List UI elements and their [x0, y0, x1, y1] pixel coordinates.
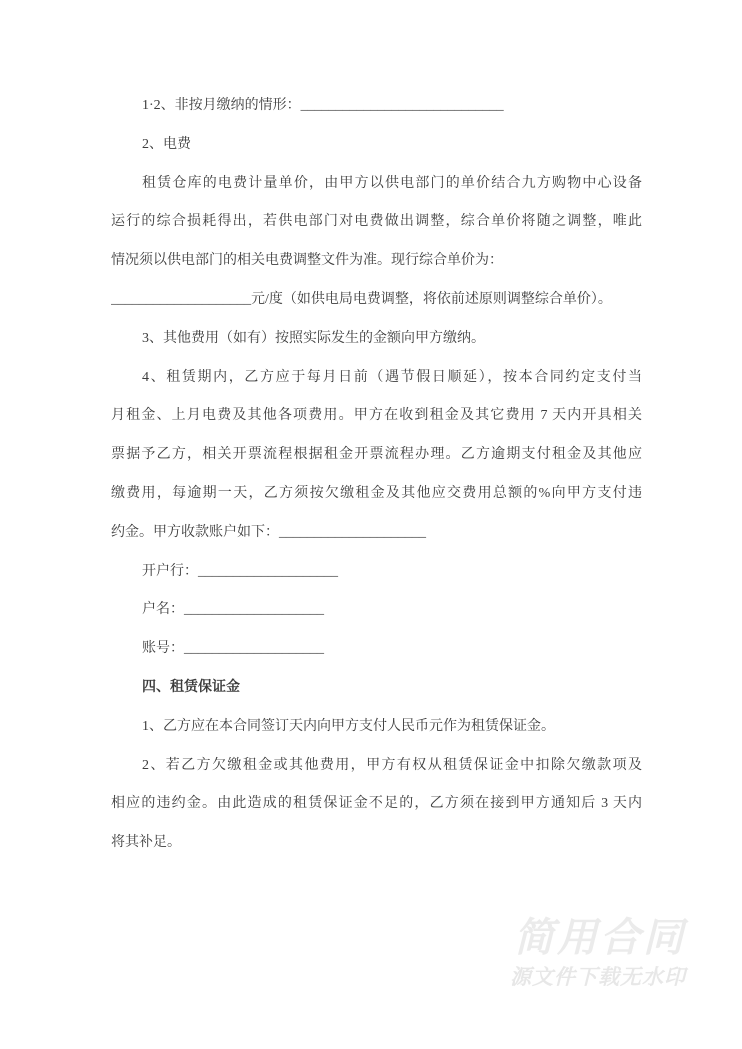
clause-payment-terms-line-3: 票据予乙方，相关开票流程根据租金开票流程办理。乙方逾期支付租金及其他应	[111, 447, 642, 463]
deposit-clause-1-line: 1、乙方应在本合同签订天内向甲方支付人民币元作为租赁保证金。	[142, 718, 555, 734]
section-heading-deposit: 四、租赁保证金	[142, 679, 240, 695]
clause-payment-terms-line-1: 4、租赁期内，乙方应于每月日前（遇节假日顺延），按本合同约定支付当	[142, 369, 642, 385]
payment-account-blank-line: 约金。甲方收款账户如下：_____________________	[111, 524, 426, 540]
deposit-clause-2-line-2: 相应的违约金。由此造成的租赁保证金不足的，乙方须在接到甲方通知后 3 天内	[111, 796, 642, 812]
deposit-clause-2-line-3: 将其补足。	[111, 835, 181, 851]
account-name-blank-line: 户名：____________________	[142, 602, 324, 618]
watermark	[510, 914, 686, 991]
account-number-blank-line: 账号：____________________	[142, 641, 324, 657]
clause-electricity-line-3: 情况须以供电部门的相关电费调整文件为准。现行综合单价为：	[111, 253, 503, 269]
clause-non-monthly-payment-line: 1·2、非按月缴纳的情形：_____________________________	[142, 98, 504, 113]
contract-body	[111, 87, 642, 863]
clause-other-fees-line: 3、其他费用（如有）按照实际发生的金额向甲方缴纳。	[142, 330, 485, 346]
deposit-clause-2-line-1: 2、若乙方欠缴租金或其他费用，甲方有权从租赁保证金中扣除欠缴款项及	[142, 757, 642, 773]
clause-payment-terms-line-2: 月租金、上月电费及其他各项费用。甲方在收到租金及其它费用 7 天内开具相关	[111, 408, 642, 424]
watermark-title: 简用合同	[514, 916, 686, 960]
unit-price-blank-line: ____________________元/度（如供电局电费调整，将依前述原则调整综合单价）。	[111, 291, 612, 307]
clause-electricity-line-1: 租赁仓库的电费计量单价，由甲方以供电部门的单价结合九方购物中心设备	[142, 175, 642, 191]
clause-electricity-line-2: 运行的综合损耗得出，若供电部门对电费做出调整，综合单价将随之调整，唯此	[111, 214, 642, 230]
bank-name-blank-line: 开户行：____________________	[142, 563, 338, 579]
watermark-subtitle: 源文件下载无水印	[510, 966, 686, 989]
clause-electricity-heading-line: 2、电费	[142, 136, 191, 152]
clause-payment-terms-line-4: 缴费用，每逾期一天，乙方须按欠缴租金及其他应交费用总额的%向甲方支付违	[111, 485, 642, 501]
